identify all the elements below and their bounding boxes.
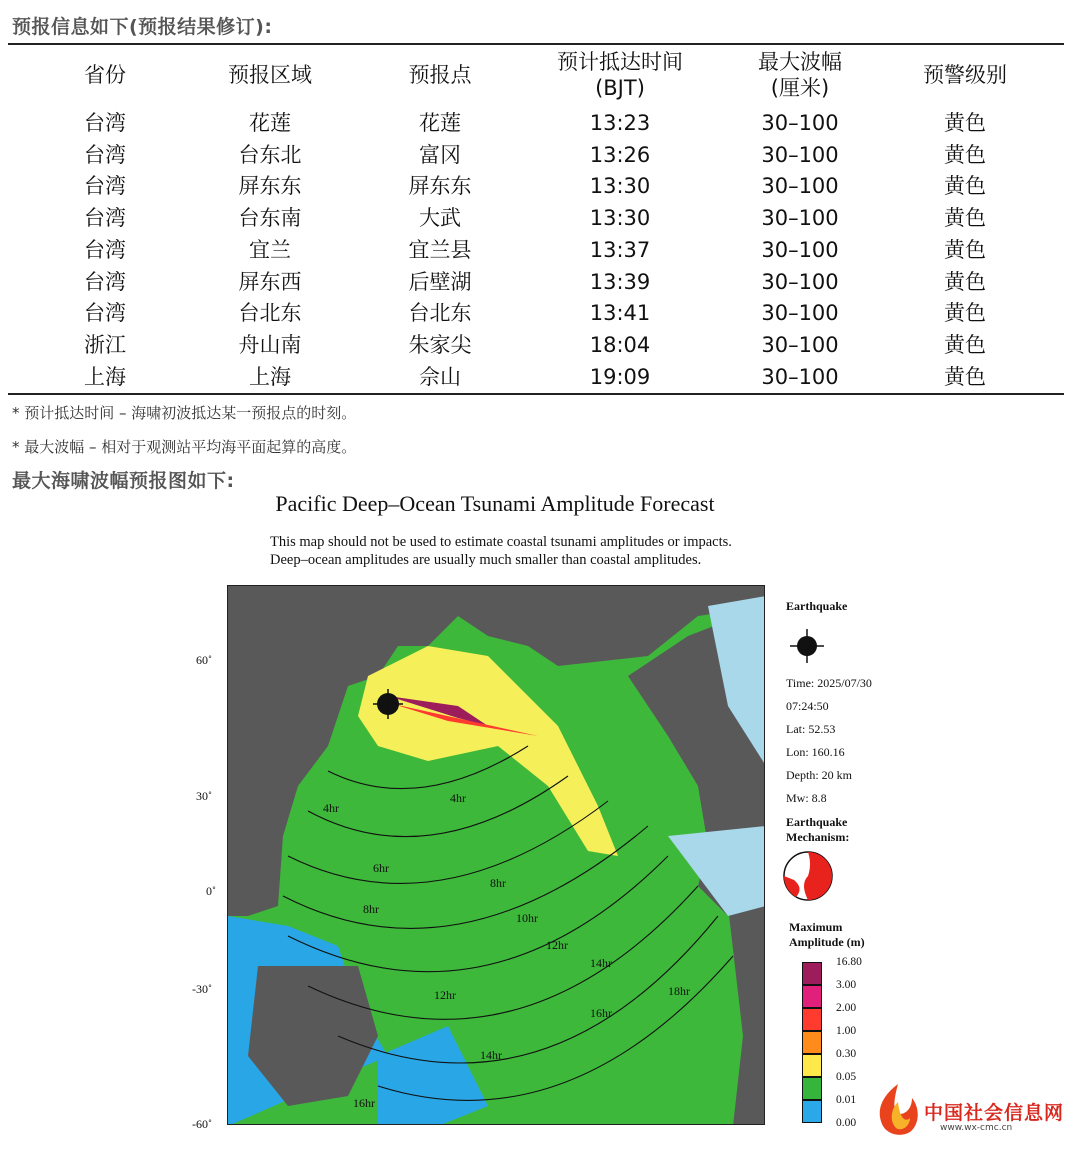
- contour-label: 14hr: [590, 956, 612, 970]
- cell-province: 台湾: [84, 142, 126, 167]
- legend-color-swatch: [802, 1054, 822, 1077]
- cell-warning-level: 黄色: [944, 206, 986, 231]
- cell-arrival-time: 13:41: [589, 301, 651, 326]
- cell-point: 后壁湖: [408, 269, 472, 294]
- cell-warning-level: 黄色: [944, 174, 986, 199]
- forecast-info-heading: 预报信息如下(预报结果修订):: [12, 16, 273, 38]
- cell-arrival-time: 13:30: [589, 206, 651, 231]
- cell-max-amplitude: 30–100: [761, 301, 839, 326]
- legend-color-swatch: [802, 985, 822, 1008]
- cell-region: 台北东: [238, 301, 302, 326]
- cell-region: 屏东西: [238, 269, 302, 294]
- map-subtitle-1: This map should not be used to estimate coastal tsunami amplitudes or impacts.: [270, 534, 732, 550]
- cell-arrival-time: 13:30: [589, 174, 651, 199]
- cell-max-amplitude: 30–100: [761, 332, 839, 357]
- note-max-amplitude: * 最大波幅 – 相对于观测站平均海平面起算的高度。: [12, 438, 357, 456]
- cell-province: 台湾: [84, 269, 126, 294]
- cell-max-amplitude: 30–100: [761, 142, 839, 167]
- cell-point: 台北东: [408, 301, 472, 326]
- earthquake-symbol-icon: [788, 627, 826, 665]
- note-arrival-time: * 预计抵达时间 – 海啸初波抵达某一预报点的时刻。: [12, 404, 357, 422]
- site-watermark: [868, 1078, 1078, 1156]
- legend-value: 0.01: [836, 1094, 857, 1106]
- col-header-warning-level: 预警级别: [923, 63, 1007, 87]
- lat-label-0: 0˚: [206, 884, 216, 898]
- legend-color-swatch: [802, 1077, 822, 1100]
- cell-region: 屏东东: [238, 174, 302, 199]
- cell-warning-level: 黄色: [944, 332, 986, 357]
- cell-max-amplitude: 30–100: [761, 364, 839, 389]
- cell-max-amplitude: 30–100: [761, 174, 839, 199]
- contour-label: 4hr: [323, 801, 339, 815]
- cell-point: 佘山: [419, 364, 461, 389]
- table-bottom-rule: [8, 393, 1064, 395]
- legend-color-swatch: [802, 1031, 822, 1054]
- cell-point: 宜兰县: [408, 237, 472, 262]
- cell-max-amplitude: 30–100: [761, 111, 839, 135]
- cell-max-amplitude: 30–100: [761, 206, 839, 231]
- contour-label: 10hr: [516, 911, 538, 925]
- focal-mechanism-beachball-icon: [782, 850, 834, 902]
- contour-label: 12hr: [434, 988, 456, 1002]
- legend-value: 16.80: [836, 956, 862, 968]
- col-header-amplitude-unit: (厘米): [770, 76, 830, 100]
- mechanism-heading-2: Mechanism:: [786, 830, 850, 844]
- legend-title-2: Amplitude (m): [789, 935, 865, 949]
- legend-title-1: Maximum: [789, 920, 843, 934]
- cell-arrival-time: 13:37: [589, 237, 651, 262]
- col-header-point: 预报点: [408, 63, 472, 87]
- contour-label: 12hr: [546, 938, 568, 952]
- cell-region: 上海: [249, 364, 291, 389]
- lat-label-minus-30: -30˚: [192, 982, 212, 996]
- cell-region: 花莲: [249, 111, 291, 135]
- contour-label: 16hr: [590, 1006, 612, 1020]
- cell-warning-level: 黄色: [944, 237, 986, 262]
- lat-label-60: 60˚: [196, 653, 212, 667]
- cell-region: 台东南: [238, 206, 302, 231]
- legend-value: 0.30: [836, 1048, 857, 1060]
- cell-point: 朱家尖: [408, 332, 472, 357]
- earthquake-lat: Lat: 52.53: [786, 722, 836, 736]
- legend-color-swatch: [802, 1008, 822, 1031]
- cell-region: 台东北: [238, 142, 302, 167]
- cell-point: 花莲: [419, 111, 461, 135]
- cell-province: 浙江: [84, 332, 126, 357]
- cell-warning-level: 黄色: [944, 269, 986, 294]
- watermark-site-name: 中国社会信息网: [924, 1102, 1065, 1124]
- map-title: Pacific Deep–Ocean Tsunami Amplitude Forecast: [275, 491, 715, 516]
- contour-label: 8hr: [490, 876, 506, 890]
- legend-value: 1.00: [836, 1025, 857, 1037]
- tsunami-amplitude-map: [227, 585, 765, 1125]
- map-subtitle-2: Deep–ocean amplitudes are usually much smaller than coastal amplitudes.: [270, 552, 702, 568]
- lat-label-minus-60: -60˚: [192, 1117, 212, 1131]
- cell-arrival-time: 18:04: [589, 332, 651, 357]
- contour-label: 6hr: [373, 861, 389, 875]
- legend-value: 2.00: [836, 1002, 857, 1014]
- cell-arrival-time: 13:23: [589, 111, 651, 135]
- cell-max-amplitude: 30–100: [761, 237, 839, 262]
- cell-region: 宜兰: [249, 237, 291, 262]
- earthquake-clock: 07:24:50: [786, 699, 829, 713]
- earthquake-time: Time: 2025/07/30: [786, 676, 872, 690]
- table-top-rule: [8, 43, 1064, 45]
- flame-logo-icon: [872, 1080, 924, 1140]
- mechanism-heading-1: Earthquake: [786, 815, 848, 829]
- watermark-url: www.wx-cmc.cn: [940, 1123, 1013, 1133]
- contour-label: 14hr: [480, 1048, 502, 1062]
- cell-province: 台湾: [84, 174, 126, 199]
- earthquake-lon: Lon: 160.16: [786, 745, 845, 759]
- cell-province: 台湾: [84, 301, 126, 326]
- contour-label: 18hr: [668, 984, 690, 998]
- cell-arrival-time: 13:39: [589, 269, 651, 294]
- cell-province: 上海: [84, 364, 126, 389]
- map-graphic: [228, 586, 765, 1125]
- legend-color-swatch: [802, 1100, 822, 1123]
- cell-warning-level: 黄色: [944, 301, 986, 326]
- legend-value: 3.00: [836, 979, 857, 991]
- lat-label-30: 30˚: [196, 789, 212, 803]
- cell-province: 台湾: [84, 237, 126, 262]
- earthquake-depth: Depth: 20 km: [786, 768, 852, 782]
- contour-label: 16hr: [353, 1096, 375, 1110]
- col-header-region: 预报区域: [228, 63, 312, 87]
- cell-warning-level: 黄色: [944, 111, 986, 135]
- col-header-province: 省份: [84, 63, 126, 87]
- map-intro-heading: 最大海啸波幅预报图如下:: [12, 470, 235, 492]
- cell-arrival-time: 13:26: [589, 142, 651, 167]
- contour-label: 4hr: [450, 791, 466, 805]
- legend-value: 0.00: [836, 1117, 857, 1129]
- earthquake-magnitude: Mw: 8.8: [786, 791, 827, 805]
- cell-max-amplitude: 30–100: [761, 269, 839, 294]
- earthquake-heading: Earthquake: [786, 599, 848, 613]
- cell-point: 大武: [419, 206, 461, 231]
- col-header-arrival-time: 预计抵达时间: [557, 50, 683, 74]
- cell-point: 屏东东: [408, 174, 472, 199]
- col-header-arrival-unit: (BJT): [595, 76, 645, 100]
- cell-warning-level: 黄色: [944, 364, 986, 389]
- cell-province: 台湾: [84, 206, 126, 231]
- cell-point: 富冈: [419, 142, 461, 167]
- cell-arrival-time: 19:09: [589, 364, 651, 389]
- col-header-max-amplitude: 最大波幅: [758, 50, 842, 74]
- cell-province: 台湾: [84, 111, 126, 135]
- contour-label: 8hr: [363, 902, 379, 916]
- cell-warning-level: 黄色: [944, 142, 986, 167]
- legend-color-swatch: [802, 962, 822, 985]
- legend-value: 0.05: [836, 1071, 857, 1083]
- cell-region: 舟山南: [238, 332, 302, 357]
